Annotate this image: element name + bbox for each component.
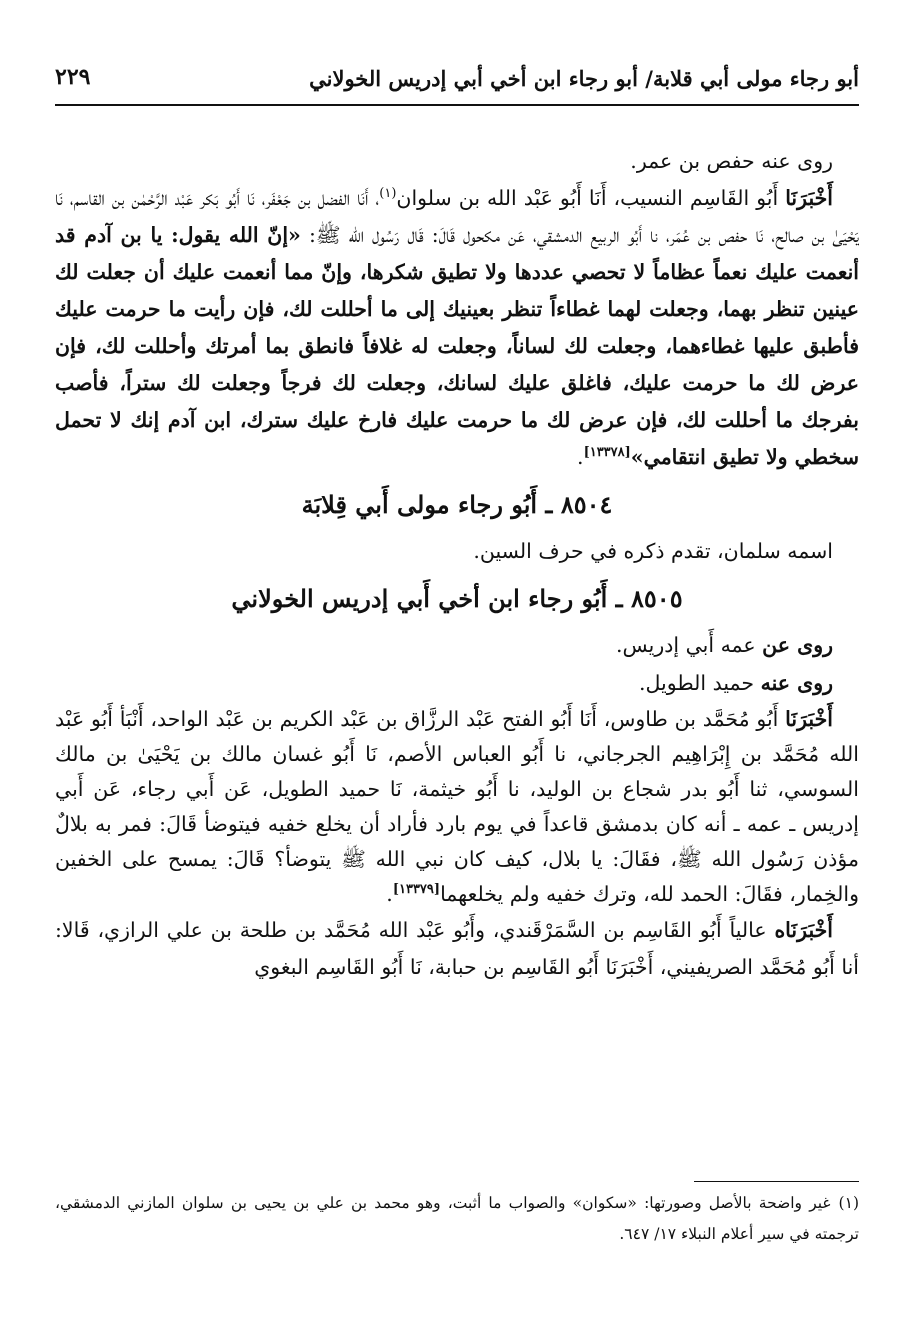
- running-title: أبو رجاء مولى أبي قلابة/ أبو رجاء ابن أخي أبي إدريس الخولاني: [309, 66, 859, 91]
- main-text: [55, 142, 859, 1082]
- hadith-1-chain-part-2: ، أَنَا الفضل بن جَعْفَر، نَا أَبُو بَكر عَبْد الرَّحْمٰن بن القاسم، نَا يَحْيَىٰ بن صالح، نَا حفص بن عُمَر، نا أَبُو الربيع الدمشقي، عَن مكحول قَالَ: قَال رَسُول الله ﷺ:: [55, 186, 859, 247]
- narrated-by-line: [55, 664, 859, 702]
- entry-heading-8505: ٨٥٠٥ ـ أَبُو رجاء ابن أخي أَبي إدريس الخولاني: [231, 584, 683, 613]
- footnote-divider: [694, 1181, 859, 1182]
- entry-8504-text: اسمه سلمان، تقدم ذكره في حرف السين.: [473, 539, 833, 563]
- hadith-2-end: .: [386, 882, 393, 906]
- hadith-2-text: أَبُو مُحَمَّد بن طاوس، أَنَا أَبُو الفتح عَبْد الرزَّاق بن عَبْد الكريم بن عَبْد الواحد، أَنْبَأ أَبُو عَبْد الله مُحَمَّد بن إِبْرَاهِيم الجرجاني، نا أَبُو العباس الأصم، نَا أَبُو غسان مالك بن يَحْيَىٰ بن مالك السوسي، ثنا أَبُو بدر شجاع بن الوليد، نا أَبُو خيثمة، نَا حميد الطويل، عَن أَبي رجاء، عَن أَبي إدريس ـ عمه ـ أنه كان بدمشق قاعداً في يوم بارد فأراد أن يخلع خفيه فيتوضأ قَالَ: فمر به بلالٌ مؤذن رَسُول الله ﷺ، فقَالَ: يا بلال، كيف كان نبي الله ﷺ يتوضأ؟ قَالَ: يمسح على الخفين والخِمار، فقَالَ: الحمد لله، وترك خفيه ولم يخلعهما: [55, 707, 859, 906]
- narrated-by-text: حميد الطويل.: [639, 671, 761, 695]
- hadith-3-opening-word: أَخْبَرَنَاه: [774, 918, 833, 942]
- footnote: [55, 1188, 859, 1250]
- narrated-from-text: عمه أَبي إدريس.: [615, 633, 763, 657]
- footnote-text: غير واضحة بالأصل وصورتها: «سكوان» والصواب ما أثبت، وهو محمد بن علي بن يحيى بن سلوان المازني الدمشقي، ترجمته في سير أعلام النبلاء ١٧/ ٦٤٧.: [55, 1194, 859, 1243]
- hadith-1-chain-part-1: أَبُو القَاسِم النسيب، أَنَا أَبُو عَبْد الله بن سلوان: [396, 186, 786, 210]
- narrated-from-line: [55, 626, 859, 664]
- narrated-from-label: روى عن: [762, 633, 833, 657]
- intro-line: روى عنه حفص بن عمر.: [630, 149, 833, 173]
- hadith-2-opening-word: أَخْبَرَنَا: [785, 707, 833, 731]
- hadith-1-reference-number: [١٣٣٧٨]: [583, 445, 631, 461]
- hadith-paragraph-3: [55, 912, 859, 986]
- footnote-number: (١): [838, 1194, 859, 1212]
- narrated-by-label: روى عنه: [760, 671, 833, 695]
- hadith-1-text: «إنّ الله يقول: يا بن آدم قد أنعمت عليك نعماً عظاماً لا تحصي عددها ولا تطيق شكرها، وإنّ مما أنعمت عليك أن جعلت لك عينين تنظر بهما، وجعلت لهما غطاءاً تنظر بعينيك إلى ما أحللت لك، فإن رأيت ما حرمت عليك فأطبق عليها غطاءهما، وجعلت لك لساناً، وجعلت له غلافاً فانطق بما أمرتك وأحللت لك، فإن عرض لك ما حرمت عليك، فاغلق عليك لسانك، وجعلت لك فرجاً وجعلت لك ستراً، فأصب بفرجك ما أحللت لك، فإن عرض لك ما حرمت عليك فارخ عليك سترك، ابن آدم إنك لا تحمل سخطي ولا تطيق انتقامي»: [55, 223, 859, 469]
- page-number: ٢٢٩: [55, 64, 91, 90]
- running-header: [55, 58, 859, 106]
- entry-heading-8504: ٨٥٠٤ ـ أَبُو رجاء مولى أَبي قِلابَة: [301, 490, 613, 519]
- hadith-1-opening-word: أَخْبَرَنَا: [785, 186, 834, 210]
- hadith-paragraph-2: [55, 702, 859, 912]
- hadith-3-text: عالياً أَبُو القَاسِم بن السَّمَرْقَندي، وأَبُو عَبْد الله مُحَمَّد بن طلحة بن علي الرازي، قَالا: أنا أَبُو مُحَمَّد الصريفيني، أَخْبَرَنَا أَبُو القَاسِم بن حبابة، نَا أَبُو القَاسِم البغوي: [55, 918, 859, 979]
- footnote-marker: (١): [379, 186, 397, 202]
- hadith-paragraph-1: [55, 180, 859, 476]
- hadith-1-end: .: [577, 445, 584, 469]
- hadith-2-reference-number: [١٣٣٧٩]: [392, 882, 441, 898]
